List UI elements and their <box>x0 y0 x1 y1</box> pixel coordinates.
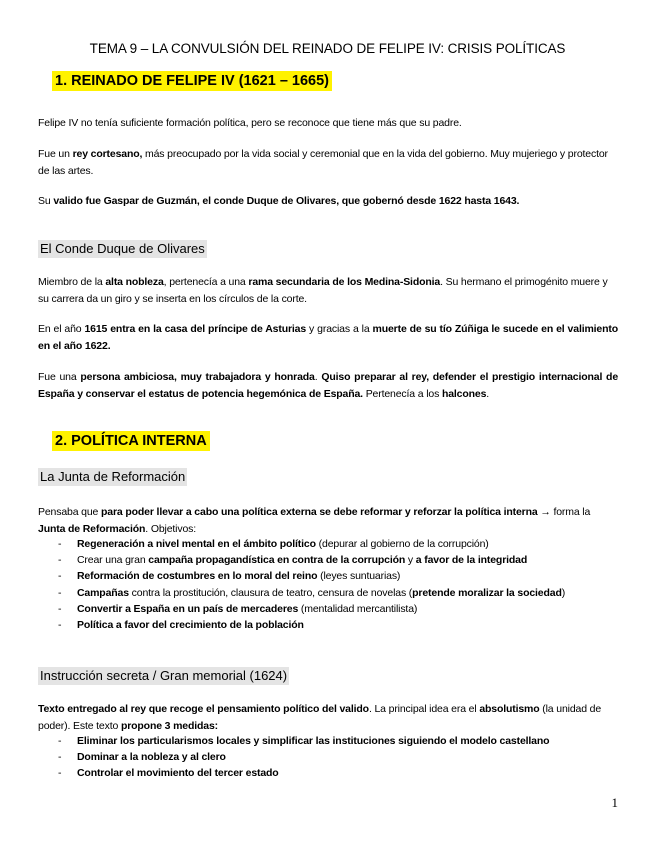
bullet-dash: - <box>58 586 62 599</box>
list-item-text: contra la prostitución, clausura de teatro, censura de novelas ( <box>128 586 413 599</box>
bullet-dash: - <box>58 554 62 567</box>
list-item <box>58 568 565 584</box>
list-item-text: ) <box>561 586 566 599</box>
section-heading-reinado: 1. REINADO DE FELIPE IV (1621 – 1665) <box>52 71 332 91</box>
list-item-text: Dominar a la nobleza y al clero <box>77 751 226 764</box>
document-title: TEMA 9 – LA CONVULSIÓN DEL REINADO DE FELIPE IV: CRISIS POLÍTICAS <box>89 41 566 56</box>
list-item-text: (leyes suntuarias) <box>317 570 401 583</box>
page-number: 1 <box>611 795 618 810</box>
list-item-text: Crear una gran <box>77 554 149 567</box>
memorial-measures-list <box>58 733 549 782</box>
bullet-dash: - <box>58 602 62 615</box>
list-item <box>58 617 565 633</box>
paragraph-valido: Su valido fue Gaspar de Guzmán, el conde Duque de Olivares, que gobernó desde 1622 hasta 1643. <box>38 195 520 207</box>
list-item-text: Campañas <box>77 586 129 599</box>
list-item-text: Convertir a España en un país de mercaderes <box>77 602 299 615</box>
list-item-text: y <box>405 554 416 567</box>
subheading-olivares: El Conde Duque de Olivares <box>40 241 205 256</box>
list-item <box>58 733 549 749</box>
bullet-dash: - <box>58 619 62 632</box>
bullet-dash: - <box>58 538 62 550</box>
bullet-dash: - <box>58 570 62 583</box>
paragraph-memorial: Texto entregado al rey que recoge el pensamiento político del valido. La principal idea era el absolutismo (la unidad de poder). Este texto propone 3 medidas: <box>38 703 602 732</box>
list-item-text: campaña propagandística en contra de la corrupción <box>148 554 406 567</box>
list-item-text: pretende moralizar la sociedad <box>412 586 562 599</box>
subheading-memorial: Instrucción secreta / Gran memorial (1624) <box>40 668 288 683</box>
paragraph-rey-cortesano: Fue un rey cortesano, más preocupado por la vida social y ceremonial que en la vida del gobierno. Muy mujeriego y protector de las artes. <box>38 148 608 177</box>
list-item <box>58 552 565 568</box>
list-item <box>58 536 565 552</box>
paragraph-ambiciosa: Fue una persona ambiciosa, muy trabajadora y honrada. Quiso preparar al rey, defender el prestigio internacional de España y conservar el estatus de potencia hegemónica de España. Pertenecía a los halcones. <box>38 371 619 400</box>
bullet-dash: - <box>58 767 62 780</box>
list-item-text: Reformación de costumbres en lo moral del reino <box>77 570 318 583</box>
list-item-text: Política a favor del crecimiento de la población <box>77 619 304 632</box>
paragraph-formacion: Felipe IV no tenía suficiente formación política, pero se reconoce que tiene más que su padre. <box>38 117 462 129</box>
list-item <box>58 601 565 617</box>
list-item <box>58 765 549 781</box>
list-item-text: a favor de la integridad <box>415 554 528 567</box>
bullet-dash: - <box>58 751 62 764</box>
section-heading-politica-interna: 2. POLÍTICA INTERNA <box>52 431 210 451</box>
list-item-text: Controlar el movimiento del tercer estado <box>77 767 279 780</box>
paragraph-junta: Pensaba que para poder llevar a cabo una política externa se debe reformar y reforzar la política interna → forma la Junta de Reformación. Objetivos: <box>38 506 591 535</box>
bullet-dash: - <box>58 735 62 747</box>
list-item-text: (depurar al gobierno de la corrupción) <box>315 538 489 550</box>
list-item-text: (mentalidad mercantilista) <box>298 602 418 615</box>
subheading-junta: La Junta de Reformación <box>40 469 186 484</box>
list-item <box>58 749 549 765</box>
paragraph-alta-nobleza: Miembro de la alta nobleza, pertenecía a una rama secundaria de los Medina-Sidonia. Su hermano el primogénito muere y su carrera da un giro y se inserta en los círculos de la corte. <box>38 276 608 305</box>
junta-objectives-list <box>58 536 565 633</box>
list-item-text: Eliminar los particularismos locales y simplificar las instituciones siguiendo el modelo castellano <box>77 735 550 747</box>
list-item-text: Regeneración a nivel mental en el ámbito político <box>77 538 316 550</box>
list-item <box>58 585 565 601</box>
paragraph-1615: En el año 1615 entra en la casa del príncipe de Asturias y gracias a la muerte de su tío Zúñiga le sucede en el valimiento en el año 1622. <box>38 323 618 352</box>
